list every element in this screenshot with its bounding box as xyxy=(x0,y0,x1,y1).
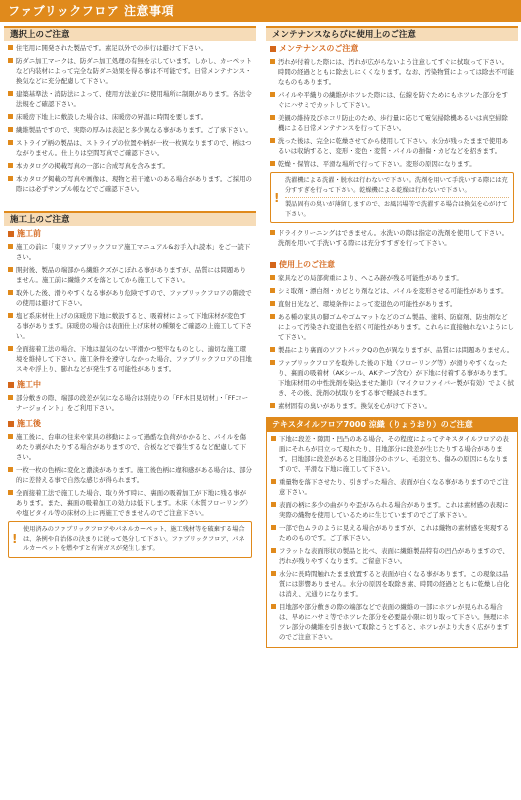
list-item xyxy=(8,161,252,171)
list-item-text: 建築基準法・消防法によって、使用方法並びに使用場所に制限があります。各法令法規をご確認下さい。 xyxy=(16,90,252,108)
bullet-icon xyxy=(8,114,13,119)
page-title: ファブリックフロア 注意事項 xyxy=(0,0,521,22)
exclamation-icon: ! xyxy=(12,532,18,547)
list-item-text: 防ダニ加工マークは、防ダニ加工処理の有無を示しています。しかし、カーペットなど内装材によって完全な防ダニ効果を得る事は不可能です。日常メンテナンス・換気などに充分配慮して下さい。 xyxy=(16,57,252,85)
bullet-icon xyxy=(8,267,13,272)
bullet-icon xyxy=(8,176,13,181)
list-item-text: 水分に長時間触れたまま放置すると表面が白くなる事があります。この現象は品質には影響ありません。水分の原因を取除き素、時間の経過とともに乾燥し白化は消え、元通りになります。 xyxy=(279,570,510,598)
list-item-text: 汚れが付着した際には、汚れが広がらないよう注意してすぐに拭取って下さい。時間の経過とともに除去しにくくなります。なお、汚染物質によっては除去不可能なものもあります。 xyxy=(278,58,514,86)
bullet-icon xyxy=(270,59,275,64)
note-text: 洗濯機による洗濯・脱水は行わないで下さい。洗剤を用いて手洗いする際には充分すすぎを行って下さい。乾燥機による乾燥は行わないで下さい。 xyxy=(285,177,508,194)
list-item-text: シミ取剤・漂白剤・カビとり剤などは、パイルを変形させる可能性があります。 xyxy=(278,287,508,295)
bullet-icon xyxy=(8,434,13,439)
bullet-icon xyxy=(270,138,275,143)
list-item-text: 一部で色ムラのように見える場合がありますが、これは織物の素材感を実現するためのものです。ご了承下さい。 xyxy=(279,524,510,542)
list-item xyxy=(8,432,252,462)
list-item-text: 本カタログ掲載の写真や画像は、現物と若干違いのある場合があります。ご採用の際には必ずサンプル帳などでご確認下さい。 xyxy=(16,175,252,193)
list-item-text: 目地部や部分敷きの際の端部などで表面の繊維の一部にホツレが見られる場合は、早めにハサミ等でホツレた部分を必要最小限に切り取って下さい。無理にホツレ部分の繊維を引き抜いて取除こうとすると、ホツレがより大きく広がりますのでご注意下さい。 xyxy=(279,603,510,641)
list-item xyxy=(271,523,513,543)
list-item xyxy=(270,401,514,411)
selection-list xyxy=(4,41,256,194)
usage-list xyxy=(266,271,518,411)
bullet-icon xyxy=(270,403,275,408)
list-item-text: 全面接着工法で施工した場合、取り外す時に、裏面の吸着加工が下地に残る事があります。また、裏面の吸着加工の効力は低下します。木床（木質フローリング）や塩ビタイル等の床材の上に再施工できませんのでご注意下さい。 xyxy=(16,489,252,517)
list-item-text: ドライクリーニングはできません。水洗いの際は指定の洗剤を使用して下さい。洗剤を用いて手洗いする際には充分すすぎを行って下さい。 xyxy=(278,229,508,247)
list-item xyxy=(8,125,252,135)
textile-list xyxy=(267,432,517,642)
bullet-icon xyxy=(270,314,275,319)
list-item xyxy=(271,546,513,566)
list-item-text: ストライプ柄の製品は、ストライプの位置や柄が一枚一枚異なりますので、柄はつながりません。仕上りは空間写真でご確認下さい。 xyxy=(16,139,252,157)
list-item-text: 住宅用に開発された製品です。素足以外での歩行は避けて下さい。 xyxy=(16,44,208,52)
list-item-text: パイルや平織りの繊維がホツレた際には、伝線を防ぐためにもホツレた部分をすぐにハサミでカットして下さい。 xyxy=(278,91,509,109)
list-item-text: 下地に段差・隙間・凹凸のある場合、その程度によってテキスタイルフロアの表面にそれらが目立って現れたり、目地部分に段差が生じたりする場合があります。目地部に段差があると目地部分のホツレ、毛羽立ち、傷みの原因にもなりますので、平滑な下地に施工して下さい。 xyxy=(279,435,509,473)
list-item xyxy=(270,299,514,309)
after-construction-list xyxy=(4,430,256,518)
bullet-icon xyxy=(8,395,13,400)
construction-heading: 施工上のご注意 xyxy=(4,211,256,226)
list-item xyxy=(8,344,252,374)
list-item-text: ファブリックフロアを取外した後の下地（フローリング等）が滑りやすくなったり、裏面の吸着材（AKシール、AKテープ含む）が下地に付着する事があります。下地床材用の中性洗剤を染込ませた雑巾（マイクロファイバー製が有効）でよく拭き、その後、洗剤の拭取りをする事で軽減されます。 xyxy=(278,359,514,397)
list-item xyxy=(8,89,252,109)
list-item-text: 洗った後は、完全に乾燥させてから使用して下さい。水分が残ったままで使用あるいは収納すると、変形・変色・変質・パイルの損傷・カビなどを招きます。 xyxy=(278,137,509,155)
list-item xyxy=(8,43,252,53)
right-column xyxy=(266,26,518,648)
list-item-text: 直射日光など、環境条件によって変退色の可能性があります。 xyxy=(278,300,457,308)
bullet-icon xyxy=(270,275,275,280)
list-item xyxy=(271,434,513,474)
bullet-icon xyxy=(271,604,276,609)
list-item xyxy=(271,569,513,599)
list-item xyxy=(270,286,514,296)
list-item xyxy=(270,312,514,342)
bullet-icon xyxy=(270,288,275,293)
list-item-text: 製品により裏面のソフトパックQの色が異なりますが、品質には問題ありません。 xyxy=(278,346,514,354)
list-item xyxy=(8,311,252,341)
bullet-icon xyxy=(8,127,13,132)
bullet-icon xyxy=(8,163,13,168)
exclamation-icon: ! xyxy=(274,190,280,205)
bullet-icon xyxy=(270,347,275,352)
bullet-icon xyxy=(270,301,275,306)
bullet-icon xyxy=(270,230,275,235)
before-construction-list xyxy=(4,240,256,374)
list-item-text: 重量物を落下させたり、引きずった場合、表面が白くなる事がありますのでご注意下さい。 xyxy=(279,478,509,496)
bullet-icon xyxy=(8,45,13,50)
list-item-text: 施工後に、台車の往来や家具の移動によって過酷な負荷がかかると、パイルを傷めたり剥がれたりする場合がありますので、合板などで養生するなど配慮して下さい。 xyxy=(16,433,247,461)
list-item xyxy=(270,228,514,248)
list-item-text: 塩ビ系床材仕上げの床暖房下地に敷設すると、吸着材によって下地床材が変色する事があります。床暖房の場合は表面仕上げ床材の種類をご確認の上施工して下さい。 xyxy=(16,312,252,340)
bullet-icon xyxy=(270,360,275,365)
list-item-text: 全面接着工法の場合、下地は湿気のない平滑かつ堅牢なものとし、適切な施工環境を維持して下さい。施工条件を遵守しなかった場合、ファブリックフロアの目地スキや浮上り、膨れなどが発生する可能性があります。 xyxy=(16,345,252,373)
list-item xyxy=(270,57,514,87)
list-item xyxy=(271,500,513,520)
square-icon xyxy=(8,421,14,427)
bullet-icon xyxy=(8,58,13,63)
left-column xyxy=(4,26,256,561)
bullet-icon xyxy=(270,92,275,97)
list-item-text: フラットな表面形状の製品と比べ、表面に繊維製品特有の凹凸がありますので、汚れが残りやすくなります。ご留意下さい。 xyxy=(279,547,509,565)
list-item xyxy=(270,90,514,110)
bullet-icon xyxy=(8,467,13,472)
list-item-text: 表面の柄に多少の曲がりや歪がみられる場合があります。これは素材感の表現に実際の織物を使用しているために生じていますのでご了承下さい。 xyxy=(279,501,509,519)
bullet-icon xyxy=(8,290,13,295)
during-construction-label: 施工中 xyxy=(4,377,256,391)
list-item xyxy=(270,136,514,156)
bullet-icon xyxy=(8,346,13,351)
bullet-icon xyxy=(271,571,276,576)
list-item xyxy=(271,477,513,497)
list-item-text: 施工の前に「東リファブリックフロア施工マニュアル&お手入れ読本」をご一読下さい。 xyxy=(16,243,251,261)
list-item-text: ある種の家具の脚ゴムやゴムマットなどのゴム製品、塗料、防腐剤、防虫剤などによって汚染され変退色を招く可能性があります。これらに直接触れないようにして下さい。 xyxy=(278,313,514,341)
list-item-text: 本カタログの掲載写真の一部に合成写真を含みます。 xyxy=(16,162,169,170)
maintenance-label: メンテナンスのご注意 xyxy=(266,41,518,55)
usage-label: 使用上のご注意 xyxy=(266,257,518,271)
list-item-text: 家具などの局部荷重により、へこみ跡が残る可能性があります。 xyxy=(278,274,463,282)
textile-box xyxy=(266,432,518,648)
list-item-text: 美観の維持及びホコリ防止のため、歩行量に応じて電気掃除機あるいは真空掃除機による日常メンテナンスを行って下さい。 xyxy=(278,114,508,132)
note-text: 製品固有の臭いが薄留しますので、お風呂場等で洗濯する場合は換気を心がけて下さい。 xyxy=(285,197,509,219)
during-construction-list xyxy=(4,391,256,413)
bullet-icon xyxy=(8,490,13,495)
list-item xyxy=(8,265,252,285)
bullet-icon xyxy=(270,115,275,120)
after-construction-label: 施工後 xyxy=(4,416,256,430)
list-item xyxy=(8,488,252,518)
list-item xyxy=(270,273,514,283)
bullet-icon xyxy=(8,140,13,145)
bullet-icon xyxy=(271,525,276,530)
square-icon xyxy=(8,231,14,237)
list-item-text: 一枚一枚の色柄に変化と濃淡があります。施工後色柄に違和感がある場合は、部分的に差替える事で自然な感じが得られます。 xyxy=(16,466,252,484)
dry-cleaning-list xyxy=(266,226,518,248)
list-item-text: 繊維製品ですので、実際の厚みは表記と多少異なる事があります。ご了承下さい。 xyxy=(16,126,252,134)
list-item-text: 部分敷きの際、端部の段差が気になる場合は別売りの「FF木目見切材」・「FFコーナージョイント」をご利用下さい。 xyxy=(16,394,248,412)
list-item-text: 開封後、製品の端部から繊維クズがこぼれる事がありますが、品質には問題ありません。施工前に繊維クズを落としてから施工して下さい。 xyxy=(16,266,246,284)
list-item xyxy=(8,174,252,194)
list-item xyxy=(8,288,252,308)
list-item-text: 取外した後、滑りやすくなる事があり危険ですので、ファブリックフロアの階段での使用は避けて下さい。 xyxy=(16,289,252,307)
bullet-icon xyxy=(8,313,13,318)
list-item xyxy=(8,56,252,86)
maintenance-list xyxy=(266,55,518,169)
list-item-text: 乾燥・保管は、平滑な場所で行って下さい。変形の原因になります。 xyxy=(278,160,476,168)
list-item xyxy=(8,393,252,413)
list-item-text: 素材固有の臭いがあります。換気を心がけて下さい。 xyxy=(278,402,431,410)
list-item xyxy=(271,602,513,642)
list-item xyxy=(8,242,252,262)
bullet-icon xyxy=(271,479,276,484)
bullet-icon xyxy=(8,91,13,96)
list-item xyxy=(270,358,514,398)
bullet-icon xyxy=(271,436,276,441)
list-item xyxy=(8,112,252,122)
list-item xyxy=(270,345,514,355)
square-icon xyxy=(8,382,14,388)
before-construction-label: 施工前 xyxy=(4,226,256,240)
square-icon xyxy=(270,46,276,52)
washing-note xyxy=(270,172,514,223)
list-item xyxy=(270,159,514,169)
list-item xyxy=(8,138,252,158)
list-item xyxy=(270,113,514,133)
textile-heading: テキスタイルフロア7000 涼織（りょうおり）のご注意 xyxy=(266,417,518,432)
bullet-icon xyxy=(270,161,275,166)
bullet-icon xyxy=(271,548,276,553)
list-item-text: 床暖房下地上に敷設した場合は、床暖房の昇温に時間を要します。 xyxy=(16,113,208,121)
square-icon xyxy=(270,262,276,268)
disposal-note: ! 使用済みのファブリックフロアやパネルカーペット、施工残材等を破棄する場合は、条例や自治体の決まりに従って処分して下さい。ファブリックフロア、パネルカーペットを燃やすと有害ガスが発生します。 xyxy=(8,521,252,558)
maintenance-heading: メンテナンスならびに使用上のご注意 xyxy=(266,26,518,41)
bullet-icon xyxy=(8,244,13,249)
selection-heading: 選択上のご注意 xyxy=(4,26,256,41)
list-item xyxy=(8,465,252,485)
bullet-icon xyxy=(271,502,276,507)
